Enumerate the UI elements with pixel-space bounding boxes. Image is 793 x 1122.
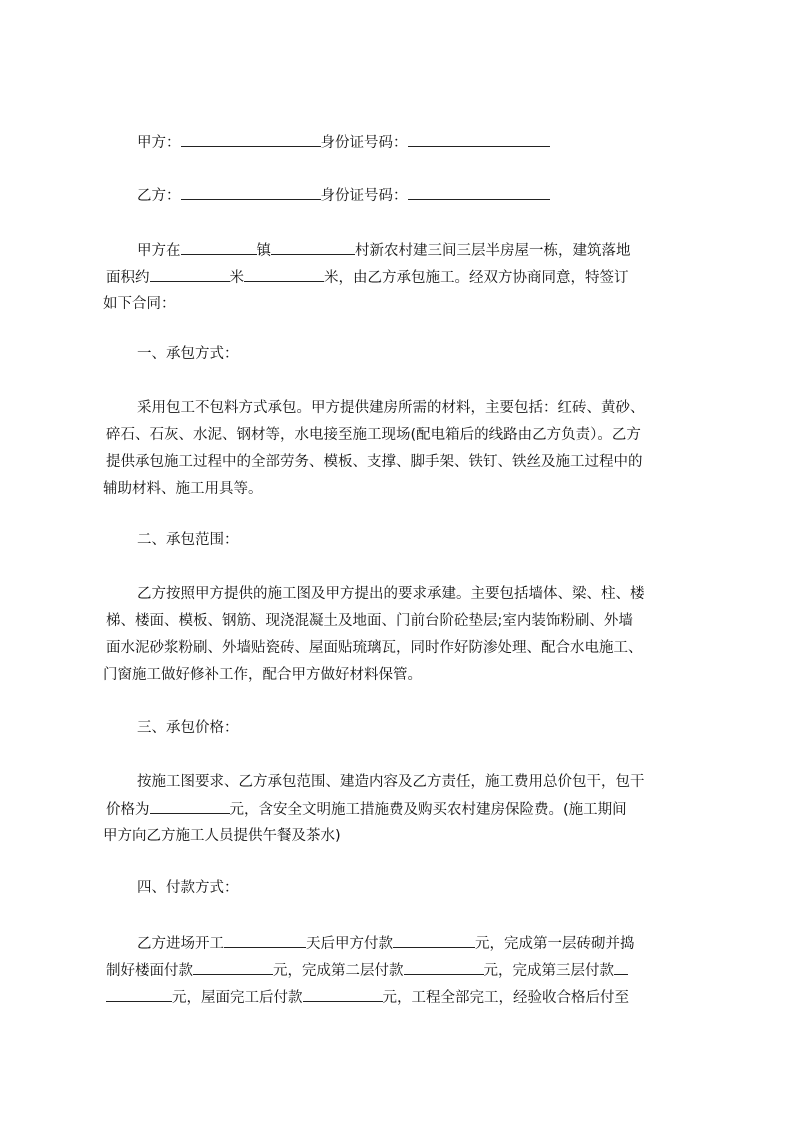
section-3-heading: 三、承包价格： bbox=[137, 720, 239, 736]
section-4-line-3 bbox=[106, 987, 629, 1008]
intro-line-3: 如下合同： bbox=[103, 296, 176, 312]
section-2-text: 门窗施工做好修补工作，配合甲方做好材料保管。 bbox=[103, 667, 422, 683]
intro-text: 镇 bbox=[256, 243, 271, 259]
section-1-text: 辅助材料、施工用具等。 bbox=[103, 481, 263, 497]
party-b-line bbox=[137, 185, 550, 206]
section-3-text: 元，含安全文明施工措施费及购买农村建房保险费。(施工期间 bbox=[229, 802, 627, 818]
party-a-id-field[interactable] bbox=[408, 132, 550, 147]
party-a-id-label: 身份证号码： bbox=[320, 135, 408, 151]
party-a-label: 甲方： bbox=[137, 135, 181, 151]
section-3-text: 按施工图要求、乙方承包范围、建造内容及乙方责任，施工费用总价包干，包干 bbox=[137, 774, 645, 790]
intro-text: 村新农村建三间三层半房屋一栋，建筑落地 bbox=[355, 243, 631, 259]
section-4-text: 元，完成第三层付款 bbox=[483, 963, 614, 979]
village-field[interactable] bbox=[271, 240, 355, 255]
party-b-label: 乙方： bbox=[137, 188, 181, 204]
section-4-text: 天后甲方付款 bbox=[306, 936, 393, 952]
party-b-id-field[interactable] bbox=[408, 185, 550, 200]
start-days-field[interactable] bbox=[224, 933, 306, 948]
section-4-line-1 bbox=[137, 933, 635, 954]
floor-2-payment-field[interactable] bbox=[404, 960, 484, 975]
section-2-text: 乙方按照甲方提供的施工图及甲方提出的要求承建。主要包括墙体、梁、柱、楼 bbox=[137, 586, 645, 602]
total-price-field[interactable] bbox=[150, 799, 230, 814]
party-b-name-field[interactable] bbox=[181, 185, 321, 200]
section-2-heading: 二、承包范围： bbox=[137, 532, 239, 548]
section-1-text: 提供承包施工过程中的全部劳务、模板、支撑、脚手架、铁钉、铁丝及施工过程中的 bbox=[106, 454, 643, 470]
section-1-text: 采用包工不包料方式承包。甲方提供建房所需的材料，主要包括：红砖、黄砂、 bbox=[137, 400, 645, 416]
party-a-line bbox=[137, 132, 550, 153]
section-1-heading: 一、承包方式： bbox=[137, 346, 239, 362]
floor-3-payment-field[interactable] bbox=[614, 960, 628, 975]
section-4-text: 乙方进场开工 bbox=[137, 936, 224, 952]
intro-text: 米 bbox=[229, 270, 244, 286]
width-field[interactable] bbox=[244, 267, 324, 282]
party-a-name-field[interactable] bbox=[181, 132, 321, 147]
section-2-text: 面水泥砂浆粉刷、外墙贴瓷砖、屋面贴琉璃瓦，同时作好防渗处理、配合水电施工、 bbox=[106, 640, 643, 656]
section-4-text: 元，屋面完工后付款 bbox=[172, 990, 303, 1006]
party-b-id-label: 身份证号码： bbox=[320, 188, 408, 204]
town-field[interactable] bbox=[181, 240, 257, 255]
roof-payment-field[interactable] bbox=[303, 987, 383, 1002]
intro-text: 面积约 bbox=[106, 270, 150, 286]
section-4-line-2 bbox=[106, 960, 628, 981]
section-4-text: 元，工程全部完工，经验收合格后付至 bbox=[382, 990, 629, 1006]
intro-text: 米，由乙方承包施工。经双方协商同意，特签订 bbox=[324, 270, 629, 286]
section-4-heading: 四、付款方式： bbox=[137, 880, 239, 896]
section-4-text: 元，完成第二层付款 bbox=[273, 963, 404, 979]
floor-1-payment-field[interactable] bbox=[193, 960, 273, 975]
intro-line-1 bbox=[137, 240, 631, 261]
section-2-text: 梯、楼面、模板、钢筋、现浇混凝土及地面、门前台阶砼垫层;室内装饰粉刷、外墙 bbox=[106, 613, 633, 629]
floor-3-payment-field-cont[interactable] bbox=[106, 987, 172, 1002]
section-4-text: 制好楼面付款 bbox=[106, 963, 193, 979]
section-3-text: 甲方向乙方施工人员提供午餐及茶水) bbox=[103, 828, 341, 844]
section-3-text: 价格为 bbox=[106, 802, 150, 818]
length-field[interactable] bbox=[150, 267, 230, 282]
section-1-text: 碎石、石灰、水泥、钢材等，水电接至施工现场(配电箱后的线路由乙方负责）。乙方 bbox=[106, 427, 641, 443]
first-payment-field[interactable] bbox=[393, 933, 475, 948]
section-3-line-2 bbox=[106, 799, 627, 820]
intro-text: 甲方在 bbox=[137, 243, 181, 259]
section-4-text: 元，完成第一层砖砌并捣 bbox=[475, 936, 635, 952]
intro-line-2 bbox=[106, 267, 629, 288]
